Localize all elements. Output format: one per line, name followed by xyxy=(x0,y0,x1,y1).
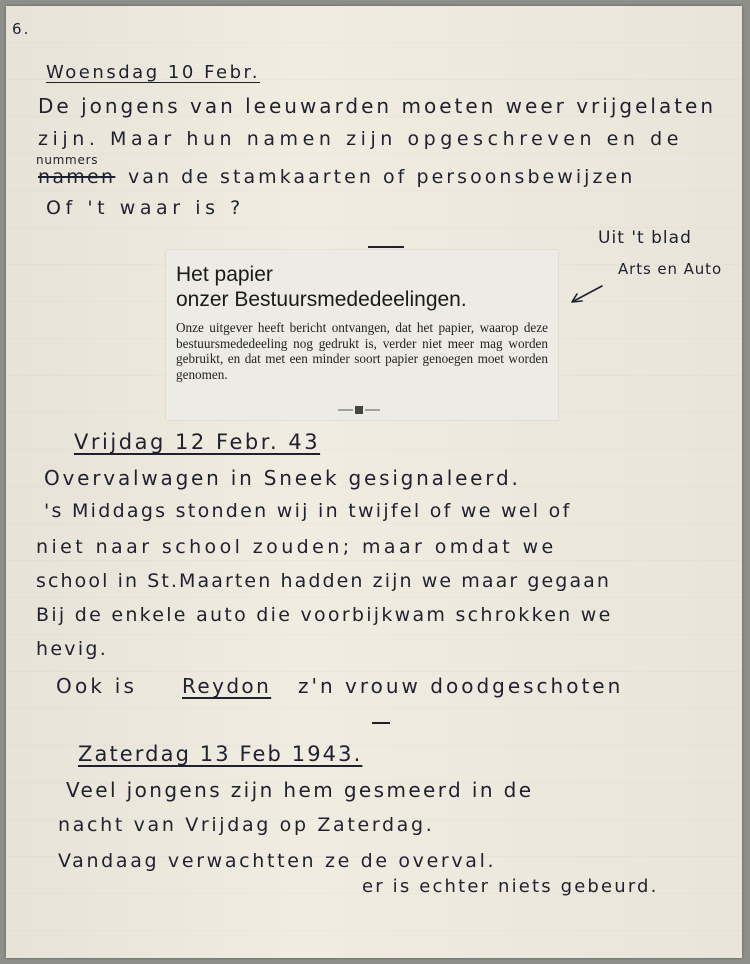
newspaper-clipping xyxy=(166,250,558,420)
entry-line: zijn. Maar hun namen zijn opgeschreven en de xyxy=(38,128,684,150)
entry-line: hevig. xyxy=(36,638,109,660)
entry-heading-woensdag: Woensdag 10 Febr. xyxy=(46,62,261,83)
side-note-line: Arts en Auto xyxy=(618,260,723,278)
entry-line: school in St.Maarten hadden zijn we maar gegaan xyxy=(36,570,612,592)
entry-line: 's Middags stonden wij in twijfel of we wel of xyxy=(44,500,572,522)
notebook-page xyxy=(6,6,742,958)
entry-line: De jongens van leeuwarden moeten weer vrijgelaten xyxy=(38,94,717,118)
separator-dash xyxy=(372,722,390,724)
inserted-word: nummers xyxy=(36,153,99,167)
separator-dash xyxy=(368,246,404,248)
clipping-title-line: Het papier xyxy=(176,263,273,286)
underlined-name: Reydon xyxy=(182,674,272,698)
entry-line: Of 't waar is ? xyxy=(46,197,245,219)
ornament-icon xyxy=(338,406,380,414)
side-note-line: Uit 't blad xyxy=(598,228,692,248)
entry-line: van de stamkaarten of persoonsbewijzen xyxy=(128,166,636,188)
entry-heading-vrijdag: Vrijdag 12 Febr. 43 xyxy=(74,430,321,454)
entry-line: niet naar school zouden; maar omdat we xyxy=(36,536,557,558)
entry-line: er is echter niets gebeurd. xyxy=(362,876,659,897)
entry-line: Ook is xyxy=(56,674,138,698)
clipping-title xyxy=(176,262,556,312)
clipping-body: Onze uitgever heeft bericht ontvangen, dat het papier, waarop deze bestuursmededeeling nog gedrukt is, verder niet meer mag worden gebruikt, en dat met een minder soort papier genoegen moet worden genomen. xyxy=(176,320,548,382)
entry-line: Veel jongens zijn hem gesmeerd in de xyxy=(66,778,534,802)
entry-line: Overvalwagen in Sneek gesignaleerd. xyxy=(44,466,521,490)
entry-line: z'n vrouw doodgeschoten xyxy=(298,674,624,698)
arrow-icon xyxy=(566,282,606,308)
clipping-title-line: onzer Bestuursmededeelingen. xyxy=(176,288,467,311)
page-number: 6. xyxy=(12,20,31,38)
entry-line: nacht van Vrijdag op Zaterdag. xyxy=(58,814,435,836)
entry-line: Bij de enkele auto die voorbijkwam schrokken we xyxy=(36,604,613,626)
entry-line: Vandaag verwachtten ze de overval. xyxy=(58,850,497,872)
struck-word: namen xyxy=(38,166,116,188)
entry-heading-zaterdag: Zaterdag 13 Feb 1943. xyxy=(78,742,363,766)
